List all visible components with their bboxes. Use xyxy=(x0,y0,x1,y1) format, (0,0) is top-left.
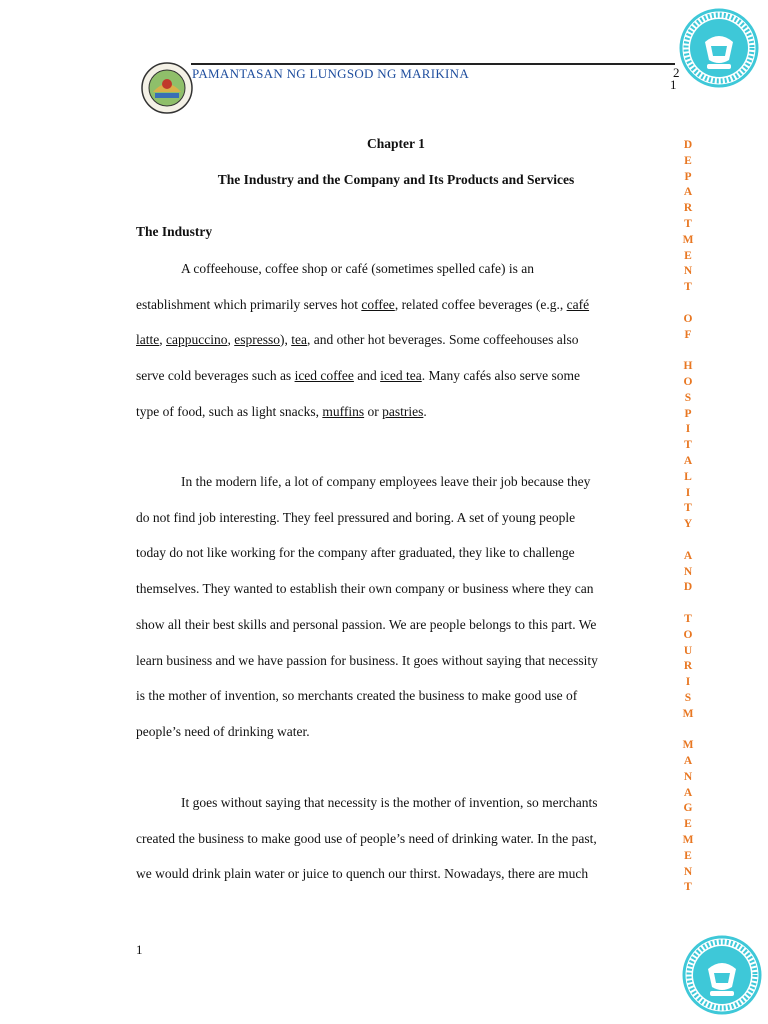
paragraph-modern-life xyxy=(136,464,656,750)
link-cafe-latte-cont[interactable]: latte xyxy=(136,332,160,348)
department-letter: T xyxy=(684,281,692,294)
chapter-title: Chapter 1 xyxy=(367,136,425,151)
paragraph-line: themselves. They wanted to establish their own company or business where they can xyxy=(136,581,594,597)
department-letter: E xyxy=(684,249,692,262)
paragraph-industry-definition xyxy=(136,251,656,430)
department-letter: F xyxy=(684,328,692,341)
department-letter: A xyxy=(683,549,693,562)
department-letter: I xyxy=(685,423,691,436)
paragraph-line: It goes without saying that necessity is the mother of invention, so merchants xyxy=(181,795,598,810)
department-letter: I xyxy=(685,676,691,689)
department-letter-gap xyxy=(676,533,700,549)
department-letter-gap xyxy=(676,722,700,738)
department-letter: N xyxy=(683,565,693,578)
paragraph-line: is the mother of invention, so merchants created the business to make good use of xyxy=(136,688,578,704)
paragraph-line: do not find job interesting. They feel pressured and boring. A set of young people xyxy=(136,509,576,525)
link-espresso[interactable]: espresso xyxy=(234,332,280,348)
department-letter: A xyxy=(683,755,693,768)
paragraph-line xyxy=(136,287,656,323)
text-run: ), xyxy=(279,332,292,348)
department-letter: S xyxy=(684,391,692,404)
text-run: , related coffee beverages (e.g., xyxy=(394,296,567,312)
paragraph-line: created the business to make good use of people’s need of drinking water. In the past, xyxy=(136,830,597,846)
department-letter: E xyxy=(684,818,692,831)
department-letter: D xyxy=(683,581,693,594)
department-letter-gap xyxy=(676,343,700,359)
department-letter: T xyxy=(684,612,692,625)
chapter-subtitle: The Industry and the Company and Its Products and Services xyxy=(217,172,575,187)
department-letter: S xyxy=(684,691,692,704)
paragraph-line: we would drink plain water or juice to quench our thirst. Nowadays, there are much xyxy=(136,866,589,882)
department-letter: T xyxy=(684,217,692,230)
department-seal-logo-bottom xyxy=(682,935,762,1015)
department-letter: P xyxy=(684,170,692,183)
paragraph-line: people’s need of drinking water. xyxy=(136,723,310,739)
department-letter: R xyxy=(683,202,693,215)
paragraph-line: today do not like working for the company after graduated, they like to challenge xyxy=(136,545,575,561)
paragraph-line: In the modern life, a lot of company employees leave their job because they xyxy=(181,474,591,489)
department-letter: O xyxy=(683,375,693,388)
department-letter: A xyxy=(683,454,693,467)
page-number: 1 xyxy=(136,942,143,957)
department-letter: T xyxy=(684,881,692,894)
text-run: or xyxy=(364,403,383,419)
paragraph-line: show all their best skills and personal passion. We are people belongs to this part. We xyxy=(136,616,597,632)
department-letter: I xyxy=(685,486,691,499)
text-run: . xyxy=(423,403,427,419)
department-letter: M xyxy=(682,233,694,246)
text-run: . Many cafés also serve some xyxy=(421,368,580,384)
paragraph-line xyxy=(136,322,656,358)
department-letter: N xyxy=(683,265,693,278)
paragraph-line xyxy=(136,394,656,430)
text-run: establishment which primarily serves hot xyxy=(136,296,362,312)
department-letter: R xyxy=(683,660,693,673)
department-letter: H xyxy=(683,360,693,373)
header-number-a: 2 xyxy=(673,65,680,80)
university-seal-logo xyxy=(141,62,193,114)
header-rule xyxy=(191,63,675,65)
department-letter: N xyxy=(683,770,693,783)
text-run: , and other hot beverages. Some coffeehouses also xyxy=(306,332,579,348)
department-letter: P xyxy=(684,407,692,420)
text-run: type of food, such as light snacks, xyxy=(136,403,323,419)
department-letter: U xyxy=(683,644,693,657)
text-run: , xyxy=(227,332,235,348)
department-letter: A xyxy=(683,786,693,799)
department-letter: M xyxy=(682,739,694,752)
department-letter: G xyxy=(683,802,693,815)
link-muffins[interactable]: muffins xyxy=(322,403,365,419)
text-run: and xyxy=(353,368,381,384)
text-run: serve cold beverages such as xyxy=(136,368,295,384)
department-letter: E xyxy=(684,154,692,167)
link-cafe-latte[interactable]: café xyxy=(566,296,590,312)
text-run: , xyxy=(159,332,166,348)
department-letter: O xyxy=(683,312,693,325)
department-letter-gap xyxy=(676,596,700,612)
department-letter: N xyxy=(683,865,693,878)
department-letter: M xyxy=(682,834,694,847)
paragraph-line xyxy=(136,358,656,394)
department-seal-logo-top xyxy=(679,8,759,88)
header-number-b: 1 xyxy=(670,77,677,92)
link-tea[interactable]: tea xyxy=(291,332,307,348)
department-letter: L xyxy=(684,470,692,483)
link-cappuccino[interactable]: cappuccino xyxy=(166,332,228,348)
link-pastries[interactable]: pastries xyxy=(382,403,424,419)
department-letter-gap xyxy=(676,296,700,312)
department-letter: A xyxy=(683,186,693,199)
department-vertical-text xyxy=(676,138,700,896)
department-letter: Y xyxy=(683,518,693,531)
paragraph-line: A coffeehouse, coffee shop or café (sometimes spelled cafe) is an xyxy=(181,261,534,276)
link-iced-coffee[interactable]: iced coffee xyxy=(294,368,354,384)
department-letter: D xyxy=(683,139,693,151)
department-letter: E xyxy=(684,849,692,862)
link-coffee[interactable]: coffee xyxy=(361,296,395,312)
section-title: The Industry xyxy=(136,224,213,239)
university-name: PAMANTASAN NG LUNGSOD NG MARIKINA xyxy=(192,66,470,81)
department-letter: O xyxy=(683,628,693,641)
department-letter: T xyxy=(684,439,692,452)
paragraph-necessity xyxy=(136,785,656,892)
department-letter: M xyxy=(682,707,694,720)
department-letter: T xyxy=(684,502,692,515)
paragraph-line: learn business and we have passion for business. It goes without saying that necessity xyxy=(136,652,598,668)
link-iced-tea[interactable]: iced tea xyxy=(380,368,422,384)
